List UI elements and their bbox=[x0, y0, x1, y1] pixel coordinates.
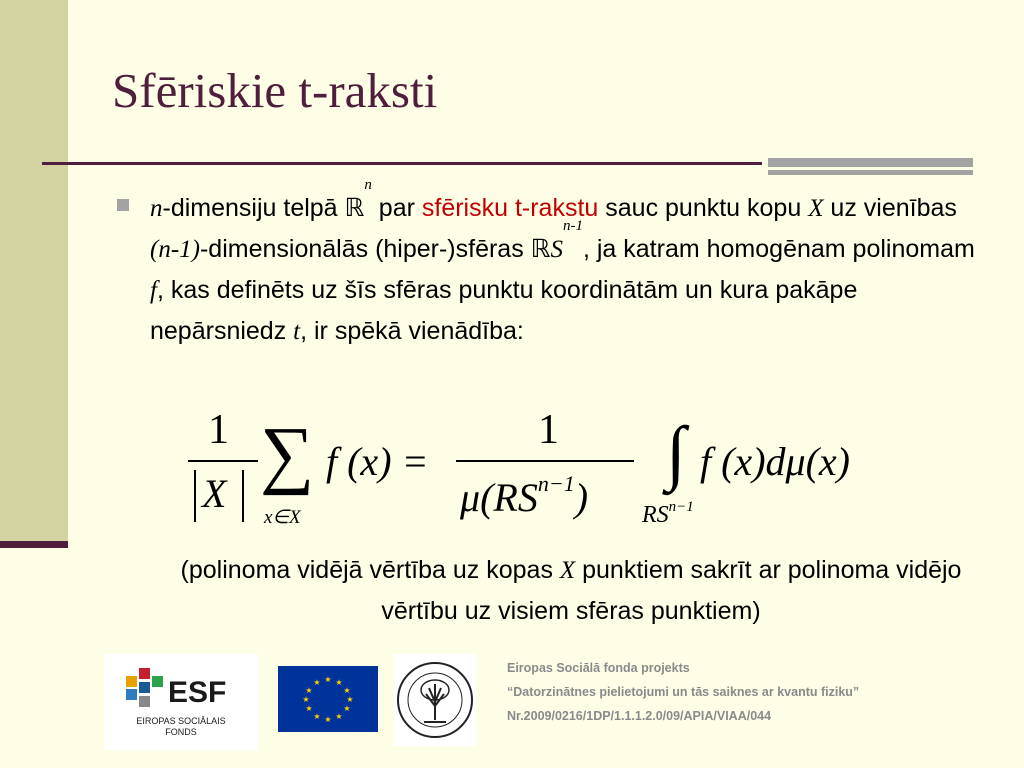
var-n: n bbox=[150, 195, 163, 222]
left-sidebar-band bbox=[0, 0, 68, 546]
text-part: uz vienības bbox=[823, 194, 957, 222]
note-part: (polinoma vidējā vērtība uz kopas bbox=[180, 556, 560, 584]
svg-text:★: ★ bbox=[324, 715, 332, 724]
svg-text:★: ★ bbox=[346, 695, 354, 704]
mu-rs: μ(RS bbox=[460, 475, 538, 520]
sum-subscript: x∈X bbox=[264, 507, 301, 528]
text-part: , ir spēkā vienādība: bbox=[300, 317, 524, 345]
project-line-3: Nr.2009/0216/1DP/1.1.1.2.0/09/APIA/VIAA/044 bbox=[507, 709, 772, 723]
var-X: X bbox=[808, 195, 824, 222]
var-n-minus-1: (n-1) bbox=[150, 236, 200, 263]
title-divider-gray-thin bbox=[768, 170, 973, 175]
eu-flag-icon bbox=[278, 666, 378, 732]
project-line-2: “Datorzinātnes pielietojumi un tās saiknes ar kvantu fiziku” bbox=[507, 685, 860, 699]
denominator-superscript: n−1 bbox=[537, 471, 575, 496]
var-t: t bbox=[293, 318, 301, 345]
var-S: S bbox=[550, 236, 563, 263]
numerator-one-right: 1 bbox=[538, 407, 559, 453]
text-part: sauc punktu kopu bbox=[598, 194, 809, 222]
bullet-square-icon bbox=[117, 199, 129, 211]
esf-wordmark: ESF bbox=[168, 676, 227, 709]
esf-caption-1: EIROPAS SOCIĀLAIS bbox=[136, 716, 226, 726]
integrand: f (x)dμ(x) bbox=[700, 439, 850, 484]
sum-symbol: ∑ bbox=[260, 412, 315, 496]
university-seal-icon bbox=[394, 654, 476, 746]
esf-caption-2: FONDS bbox=[165, 727, 197, 737]
highlighted-term: sfērisku t-rakstu bbox=[421, 194, 599, 222]
integral-domain-superscript: n−1 bbox=[668, 499, 694, 515]
numerator-one: 1 bbox=[208, 407, 229, 453]
svg-text:★: ★ bbox=[313, 678, 321, 687]
fx-equals: f (x) = bbox=[326, 439, 429, 484]
text-part: -dimensionālās (hiper-)sfēras bbox=[199, 235, 531, 263]
superscript-n: n bbox=[364, 177, 372, 193]
definition-paragraph bbox=[150, 177, 992, 352]
equation bbox=[180, 402, 920, 542]
note-var-X: X bbox=[559, 557, 576, 584]
text-part: , kas definēts uz šīs sfēras punktu koordinātām un kura pakāpe nepārsniedz bbox=[150, 276, 858, 345]
fraction-bar-right bbox=[456, 460, 634, 462]
fraction-bar bbox=[188, 460, 258, 462]
svg-text:★: ★ bbox=[343, 704, 351, 713]
title-divider-gray bbox=[768, 158, 973, 167]
project-info bbox=[507, 656, 977, 728]
abs-bar-right bbox=[242, 470, 244, 522]
esf-logo-icon bbox=[104, 654, 258, 750]
svg-text:★: ★ bbox=[324, 675, 332, 684]
mu-denominator bbox=[460, 471, 589, 521]
explanation-note bbox=[150, 550, 992, 631]
var-f: f bbox=[150, 277, 157, 304]
svg-text:★: ★ bbox=[335, 678, 343, 687]
closing-paren: ) bbox=[574, 475, 589, 520]
project-line-1: Eiropas Sociālā fonda projekts bbox=[507, 661, 690, 675]
left-sidebar-accent bbox=[0, 541, 68, 548]
logo-strip bbox=[104, 654, 484, 750]
integral-domain: RS bbox=[642, 502, 669, 528]
abs-bar-left bbox=[194, 470, 196, 522]
text-part: -dimensiju telpā bbox=[162, 194, 345, 222]
real-numbers-symbol: ℝ bbox=[344, 195, 365, 222]
slide-title: Sfēriskie t-raksti bbox=[112, 63, 438, 118]
real-numbers-symbol: ℝ bbox=[530, 236, 551, 263]
superscript-n-1: n-1 bbox=[562, 218, 583, 234]
text-part: par bbox=[371, 194, 422, 222]
esf-logo bbox=[104, 654, 258, 750]
svg-text:★: ★ bbox=[313, 712, 321, 721]
text-part: , ja katram homogēnam polinomam bbox=[582, 235, 975, 263]
svg-text:★: ★ bbox=[335, 712, 343, 721]
integral-subscript bbox=[642, 499, 694, 529]
abs-X: X bbox=[202, 471, 227, 516]
note-part: punktiem sakrīt ar polinoma vidējo vērtību uz visiem sfēras punktiem) bbox=[381, 556, 962, 625]
svg-text:★: ★ bbox=[305, 704, 313, 713]
title-divider bbox=[42, 162, 762, 165]
svg-text:★: ★ bbox=[305, 686, 313, 695]
svg-text:★: ★ bbox=[302, 695, 310, 704]
integral-symbol: ∫ bbox=[666, 412, 686, 492]
svg-text:★: ★ bbox=[343, 686, 351, 695]
